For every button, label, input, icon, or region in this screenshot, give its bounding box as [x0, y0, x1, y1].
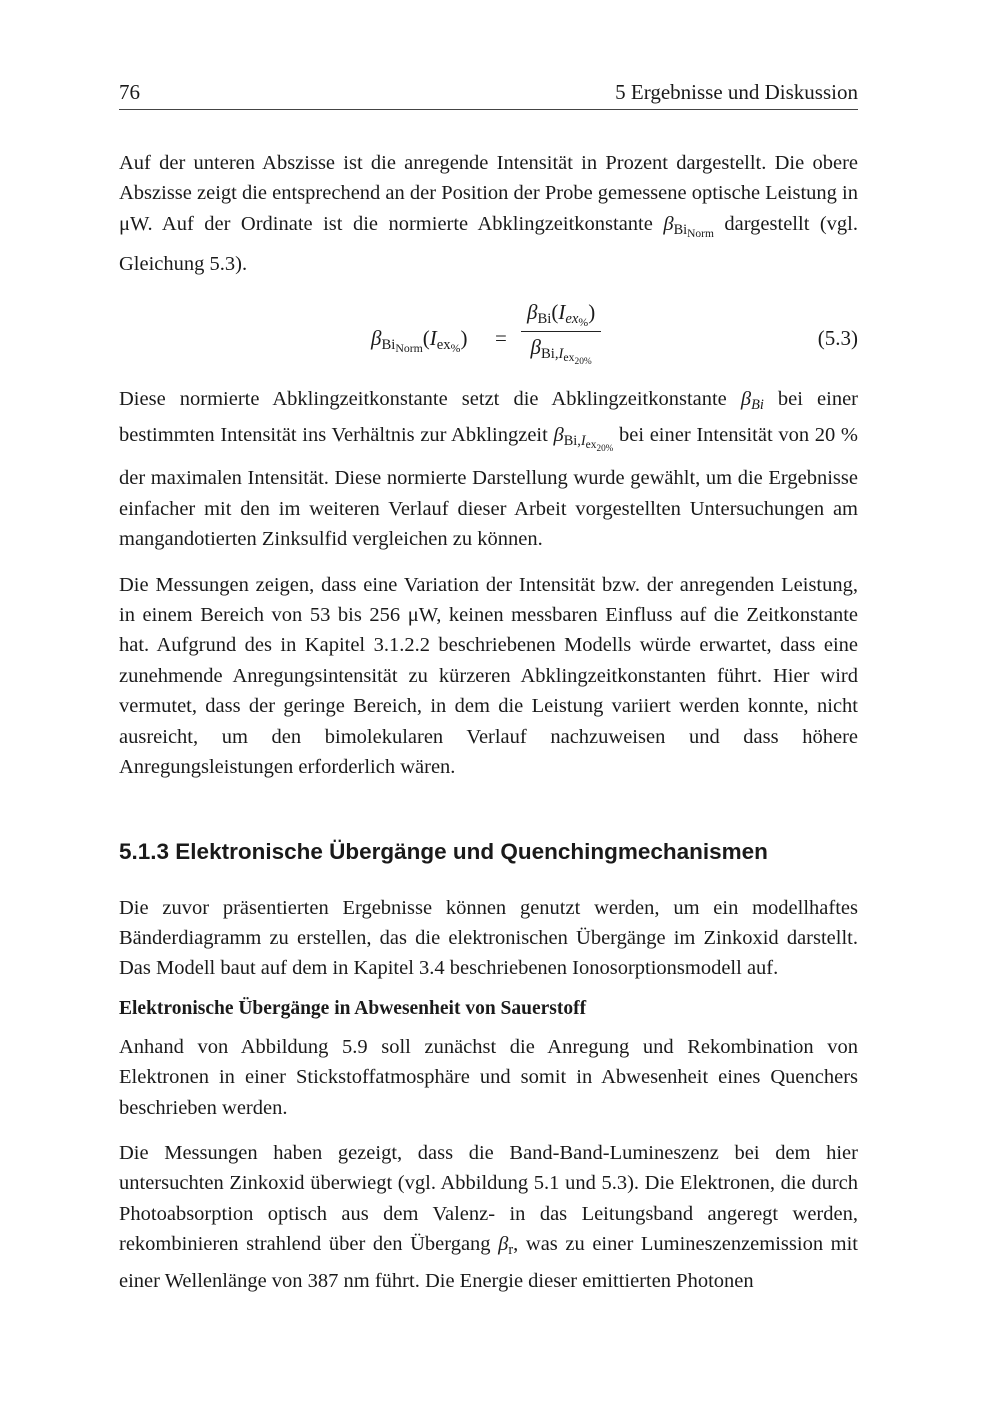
section-heading: 5.1.3 Elektronische Übergänge und Quenchingmechanismen: [119, 838, 768, 864]
page-header: [119, 80, 858, 110]
paragraph: Anhand von Abbildung 5.9 soll zunächst die Anregung und Rekombination von Elektronen in einer Stickstoffatmosphäre und somit in Abwesenheit eines Quenchers beschrieben werden.: [119, 1035, 858, 1119]
equation-left-side: $\beta_{Bi_{Norm}}(I_{ex_{\%}})$: [371, 325, 468, 355]
paragraph: [119, 148, 858, 280]
paragraph-text: dargestellt (vgl. Gleichung 5.3).: [119, 212, 859, 276]
fraction-denominator: $\beta_{Bi,I_{ex_{20\%}}}$: [530, 334, 592, 367]
paragraph: Die Messungen zeigen, dass eine Variation der Intensität bzw. der anregenden Leistung, in einem Bereich von 53 bis 256 μW, keinen messbaren Einfluss auf die Zeitkonstante hat. Aufgrund des in Kapitel 3.1.2.2 beschriebenen Modells würde erwartet, dass eine zunehmende Anregungsintensität zu kürzeren Abklingzeitkonstanten führt. Hier wird vermutet, dass der geringe Bereich, in dem die Leistung variiert werden konnte, nicht ausreicht, um den bimolekularen Verlauf nachzuweisen und dass höhere Anregungsleistungen erforderlich wären.: [119, 573, 858, 779]
subsection-heading: Elektronische Übergänge in Abwesenheit von Sauerstoff: [119, 997, 587, 1019]
beta-symbol: β: [663, 212, 674, 235]
equals-sign: =: [495, 325, 507, 350]
equation-number: (5.3): [817, 325, 858, 350]
paragraph: Die zuvor präsentierten Ergebnisse können genutzt werden, um ein modellhaftes Bänderdiagramm zu erstellen, das die elektronischen Übergänge im Zinkoxid darstellt. Das Modell baut auf dem in Kapitel 3.4 beschriebenen Ionosorptionsmodell auf.: [119, 896, 858, 980]
paragraph: Die Messungen haben gezeigt, dass die Band-Band-Lumineszenz bei dem hier untersuchten Zinkoxid überwiegt (vgl. Abbildung 5.1 und 5.3). Die Elektronen, die durch Photoabsorption optisch aus dem Valenz- in das Leitungsband angeregt werden, rekombinieren strahlend über den Übergang $\beta_r$, was zu einer Lumineszenzemission mit einer Wellenlänge von 387 nm führt. Die Energie dieser emittierten Photonen: [119, 1141, 859, 1292]
beta-symbol: β: [740, 387, 752, 410]
fraction-numerator: $\beta_{Bi}(I_{ex_{\%}})$: [521, 300, 601, 332]
equation-fraction: [521, 300, 601, 367]
document-page: [119, 80, 858, 1296]
page-number: 76: [119, 80, 140, 104]
paragraph: Diese normierte Abklingzeitkonstante setzt die Abklingzeitkonstante $\beta_{Bi}$ bei einer bestimmten Intensität ins Verhältnis zur Abklingzeit $\beta_{Bi,I_{ex_{20\%}}}$ bei einer Intensität von 20 % der maximalen Intensität. Diese normierte Darstellung wurde gewählt, um die Ergebnisse einfacher mit den im weiteren Verlauf dieser Arbeit vorgestellten Untersuchungen am mangandotierten Zinksulfid vergleichen zu können.: [119, 387, 859, 551]
beta-symbol: β: [553, 424, 564, 447]
beta-symbol: β: [498, 1233, 509, 1256]
subscript: BiNorm: [673, 221, 714, 240]
paragraph-text: Auf der unteren Abszisse ist die anregende Intensität in Prozent dargestellt. Die obere Abszisse zeigt die entsprechend an der Position der Probe gemessene optische Leistung in μW. Auf der Ordinate ist die normierte Abklingzeitkonstante: [119, 152, 858, 235]
running-chapter-title: 5 Ergebnisse und Diskussion: [615, 80, 858, 104]
equation-5-3: [119, 296, 858, 378]
